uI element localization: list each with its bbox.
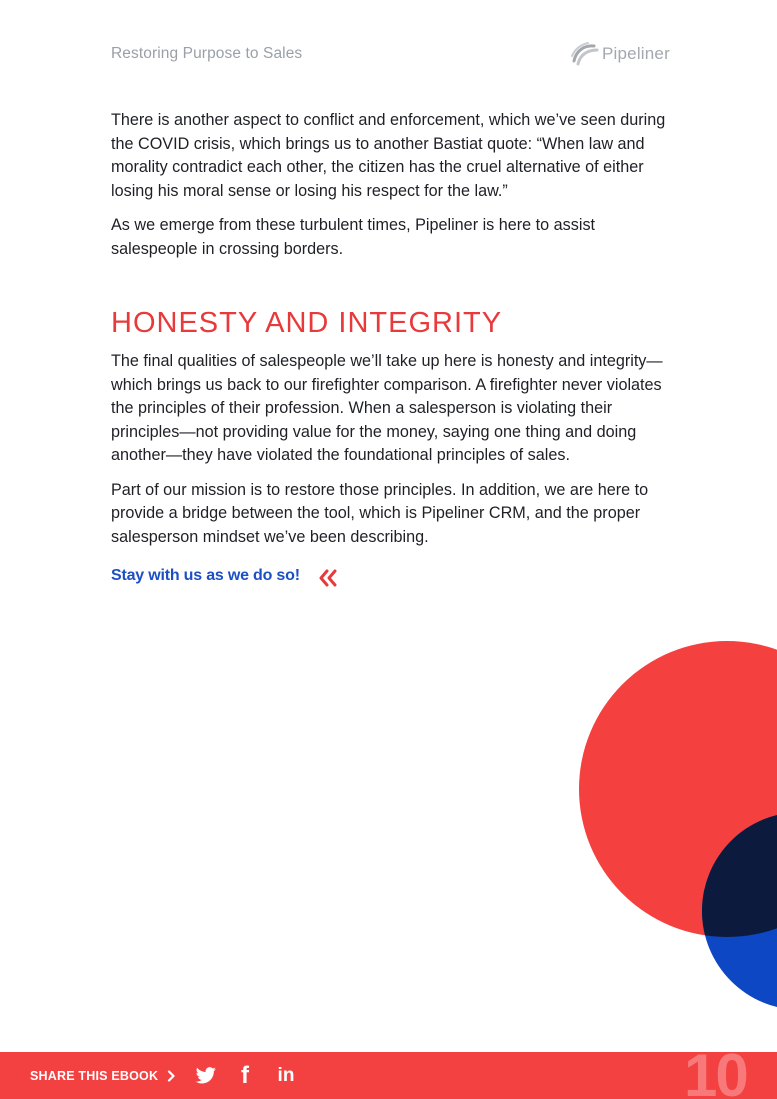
twitter-icon: [195, 1067, 217, 1085]
page-content: [111, 109, 671, 587]
closing-callout: [111, 565, 671, 587]
twitter-share-button[interactable]: [195, 1066, 217, 1086]
page-number: 10: [684, 1052, 747, 1099]
section-heading: HONESTY AND INTEGRITY: [111, 307, 503, 339]
facebook-icon: f: [241, 1062, 249, 1089]
linkedin-share-button[interactable]: [275, 1066, 297, 1086]
double-chevron-left-icon: [318, 569, 338, 587]
red-circle: [579, 641, 777, 937]
logo-text: Pipeliner: [602, 44, 670, 63]
blue-circle: [702, 812, 777, 1010]
pipeliner-logo: [570, 41, 670, 67]
chevron-right-icon: [166, 1070, 176, 1082]
document-title: Restoring Purpose to Sales: [111, 45, 303, 62]
body-paragraph: Part of our mission is to restore those principles. In addition, we are here to provide a bridge between the tool, which is Pipeliner CRM, and the proper salesperson mindset we’ve been describing.: [111, 480, 649, 546]
pipeliner-logo-mark-icon: [570, 41, 600, 67]
facebook-share-button[interactable]: [236, 1062, 254, 1089]
body-paragraph: There is another aspect to conflict and enforcement, which we’ve seen during the COVID crisis, which brings us to another Bastiat quote: “When law and morality contradict each other, the citizen has the cruel alternative of either losing his moral sense or losing his respect for the law.”: [111, 111, 666, 200]
footer-bar: [0, 1052, 777, 1099]
linkedin-icon: in: [277, 1065, 295, 1086]
navy-overlap: [702, 812, 777, 1010]
body-paragraph: As we emerge from these turbulent times, Pipeliner is here to assist salespeople in crossing borders.: [111, 216, 596, 258]
closing-callout-text: Stay with us as we do so!: [111, 567, 300, 584]
share-ebook-label: SHARE THIS EBOOK: [30, 1069, 159, 1083]
body-paragraph: The final qualities of salespeople we’ll take up here is honesty and integrity—which brings us back to our firefighter comparison. A firefighter never violates the principles of their profession. When a salesperson is violating their principles—not providing value for the money, saying one thing and doing another—they have violated the foundational principles of sales.: [111, 352, 663, 464]
